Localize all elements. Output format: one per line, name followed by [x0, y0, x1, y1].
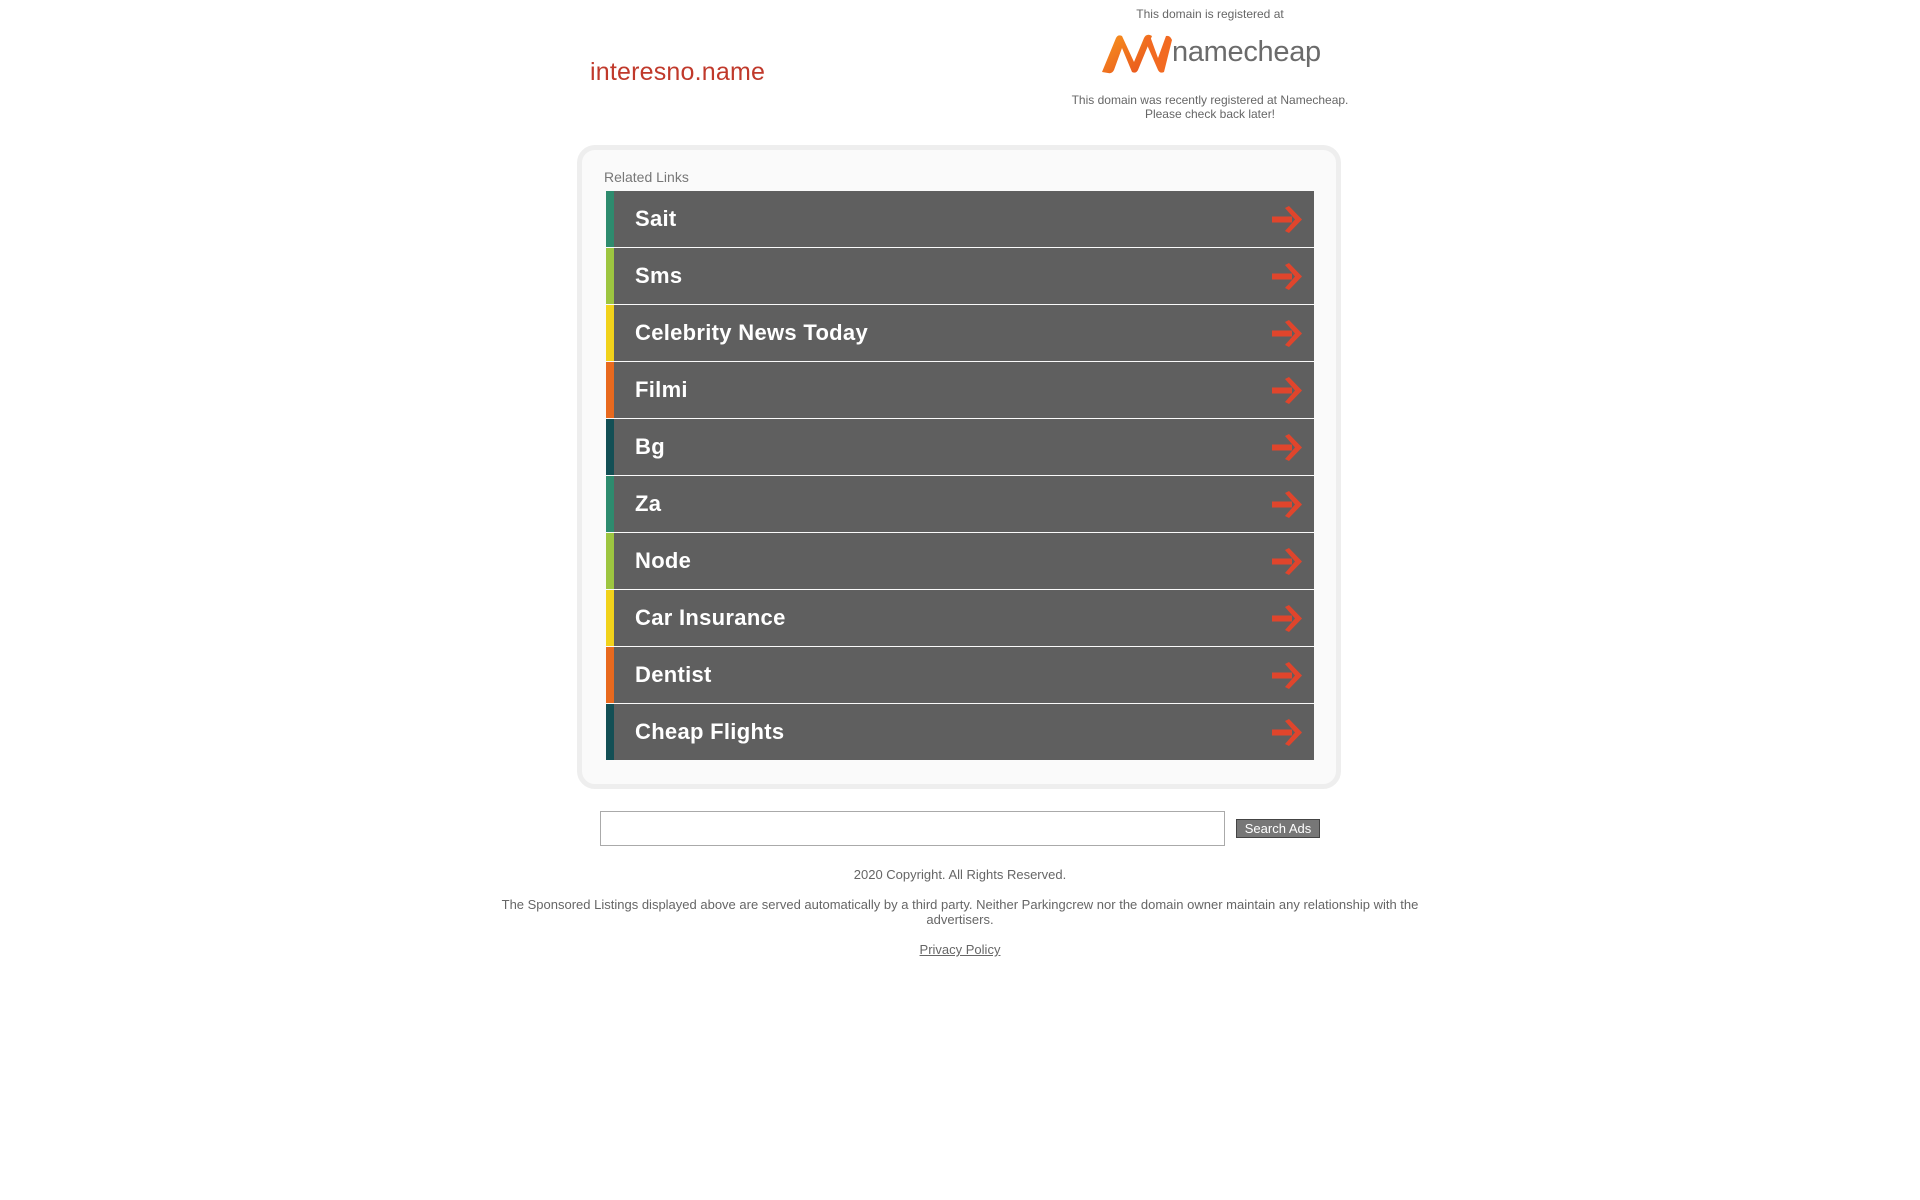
related-link-row[interactable]: [606, 590, 1314, 646]
related-link-row[interactable]: [606, 362, 1314, 418]
related-link-label: Celebrity News Today: [635, 320, 868, 345]
right-arrow-icon: [1271, 320, 1303, 347]
right-arrow-icon: [1271, 719, 1303, 746]
registration-message: [1060, 93, 1360, 121]
registered-at-text: This domain is registered at: [1136, 7, 1284, 21]
related-links-list: [606, 191, 1314, 760]
right-arrow-icon: [1271, 263, 1303, 290]
right-arrow-icon: [1271, 491, 1303, 518]
color-stripe: [606, 647, 614, 703]
related-link-row[interactable]: [606, 476, 1314, 532]
related-link-row[interactable]: [606, 533, 1314, 589]
related-link-row[interactable]: [606, 248, 1314, 304]
related-link-label: Dentist: [635, 662, 712, 687]
related-link-label: Sait: [635, 206, 677, 231]
color-stripe: [606, 476, 614, 532]
privacy-policy-container: [900, 942, 1020, 957]
related-link-label: Cheap Flights: [635, 719, 785, 744]
right-arrow-icon: [1271, 377, 1303, 404]
right-arrow-icon: [1271, 662, 1303, 689]
related-link-label: Za: [635, 491, 662, 516]
related-link-row[interactable]: [606, 191, 1314, 247]
color-stripe: [606, 590, 614, 646]
related-link-label: Bg: [635, 434, 665, 459]
registration-message-line2: Please check back later!: [1144, 107, 1276, 121]
related-link-row[interactable]: [606, 419, 1314, 475]
right-arrow-icon: [1271, 605, 1303, 632]
color-stripe: [606, 191, 614, 247]
right-arrow-icon: [1271, 548, 1303, 575]
color-stripe: [606, 704, 614, 760]
right-arrow-icon: [1271, 206, 1303, 233]
registration-message-line1: This domain was recently registered at Namecheap.: [1071, 93, 1349, 107]
related-link-row[interactable]: [606, 305, 1314, 361]
related-link-label: Node: [635, 548, 692, 573]
search-ads-input[interactable]: [600, 811, 1225, 846]
color-stripe: [606, 305, 614, 361]
related-link-row[interactable]: [606, 704, 1314, 760]
copyright-text: 2020 Copyright. All Rights Reserved.: [853, 867, 1067, 882]
color-stripe: [606, 419, 614, 475]
related-link-label: Car Insurance: [635, 605, 786, 630]
right-arrow-icon: [1271, 434, 1303, 461]
namecheap-mark-icon: [1100, 32, 1174, 76]
related-link-label: Filmi: [635, 377, 688, 402]
related-links-title: Related Links: [604, 169, 689, 185]
color-stripe: [606, 362, 614, 418]
sponsored-disclaimer: The Sponsored Listings displayed above are served automatically by a third party. Neither Parkingcrew nor the domain owner maintain any relationship with the advertisers.: [501, 897, 1419, 927]
color-stripe: [606, 248, 614, 304]
privacy-policy-link[interactable]: Privacy Policy: [919, 942, 1001, 957]
related-link-row[interactable]: [606, 647, 1314, 703]
domain-name-title: interesno.name: [590, 58, 766, 86]
namecheap-logo-text: namecheap: [1172, 36, 1321, 68]
related-link-label: Sms: [635, 263, 683, 288]
search-ads-button[interactable]: Search Ads: [1236, 819, 1320, 838]
namecheap-logo[interactable]: [1100, 32, 1330, 76]
color-stripe: [606, 533, 614, 589]
